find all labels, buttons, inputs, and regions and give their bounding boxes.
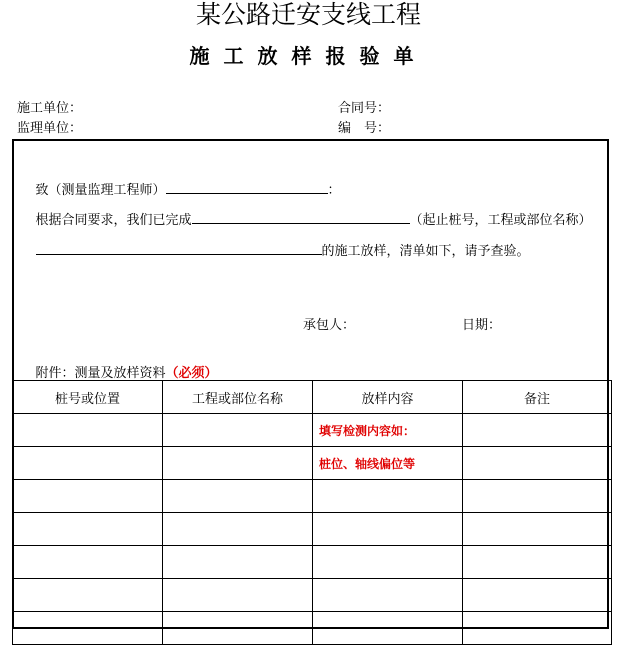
table-header-row bbox=[13, 381, 612, 414]
request-suffix: 的施工放样，清单如下，请予查验。 bbox=[321, 244, 530, 259]
completion-prefix: 根据合同要求，我们已完成 bbox=[35, 213, 192, 228]
completion-suffix: （起止桩号，工程或部位名称） bbox=[409, 213, 592, 228]
table-cell[interactable] bbox=[163, 513, 313, 546]
table-cell[interactable] bbox=[13, 447, 163, 480]
stakeout-table bbox=[12, 380, 612, 645]
table-cell[interactable] bbox=[163, 579, 313, 612]
table-cell[interactable] bbox=[313, 612, 463, 645]
contract-no-label: 合同号： bbox=[338, 101, 391, 116]
table-cell[interactable] bbox=[163, 546, 313, 579]
table-cell[interactable] bbox=[463, 513, 612, 546]
table-cell[interactable] bbox=[463, 579, 612, 612]
table-cell[interactable] bbox=[163, 414, 313, 447]
table-cell[interactable] bbox=[313, 513, 463, 546]
table-row bbox=[13, 579, 612, 612]
table-row bbox=[13, 480, 612, 513]
page-title: 某公路迁安支线工程 bbox=[195, 0, 421, 29]
work-name-blank[interactable] bbox=[36, 240, 322, 255]
table-cell[interactable] bbox=[163, 447, 313, 480]
table-cell[interactable] bbox=[463, 546, 612, 579]
table-cell[interactable] bbox=[13, 579, 163, 612]
addressee-prefix: 致（测量监理工程师） bbox=[35, 183, 166, 198]
table-row bbox=[13, 612, 612, 645]
stakeout-content-note: 填写检测内容如： bbox=[313, 414, 463, 447]
stakeout-content-note: 桩位、轴线偏位等 bbox=[313, 447, 463, 480]
table-cell[interactable] bbox=[313, 546, 463, 579]
table-cell[interactable] bbox=[163, 480, 313, 513]
addressee-suffix: ： bbox=[327, 183, 341, 198]
table-row bbox=[13, 546, 612, 579]
column-header: 工程或部位名称 bbox=[163, 381, 313, 414]
contractor-label: 施工单位： bbox=[17, 101, 83, 116]
column-header: 放样内容 bbox=[313, 381, 463, 414]
column-header: 桩号或位置 bbox=[13, 381, 163, 414]
table-cell[interactable] bbox=[13, 612, 163, 645]
inspection-form bbox=[12, 139, 609, 629]
table-cell[interactable] bbox=[463, 480, 612, 513]
table-cell[interactable] bbox=[463, 414, 612, 447]
page-subtitle: 施工放样报验单 bbox=[189, 44, 428, 68]
table-cell[interactable] bbox=[313, 480, 463, 513]
table-cell[interactable] bbox=[13, 546, 163, 579]
serial-no-label: 编 号： bbox=[338, 121, 391, 136]
attachment-required-note: （必须） bbox=[165, 366, 218, 381]
table-row bbox=[13, 414, 612, 447]
table-cell[interactable] bbox=[13, 480, 163, 513]
date-label: 日期： bbox=[462, 318, 502, 333]
supervisor-label: 监理单位： bbox=[17, 121, 83, 136]
column-header: 备注 bbox=[463, 381, 612, 414]
table-cell[interactable] bbox=[313, 579, 463, 612]
table-row bbox=[13, 513, 612, 546]
request-line bbox=[19, 222, 530, 279]
table-cell[interactable] bbox=[163, 612, 313, 645]
contractor-sign-label: 承包人： bbox=[303, 318, 356, 333]
table-cell[interactable] bbox=[463, 447, 612, 480]
table-row bbox=[13, 447, 612, 480]
table-cell[interactable] bbox=[463, 612, 612, 645]
table-cell[interactable] bbox=[13, 513, 163, 546]
table-cell[interactable] bbox=[13, 414, 163, 447]
attachment-label: 附件：测量及放样资料 bbox=[35, 366, 166, 381]
